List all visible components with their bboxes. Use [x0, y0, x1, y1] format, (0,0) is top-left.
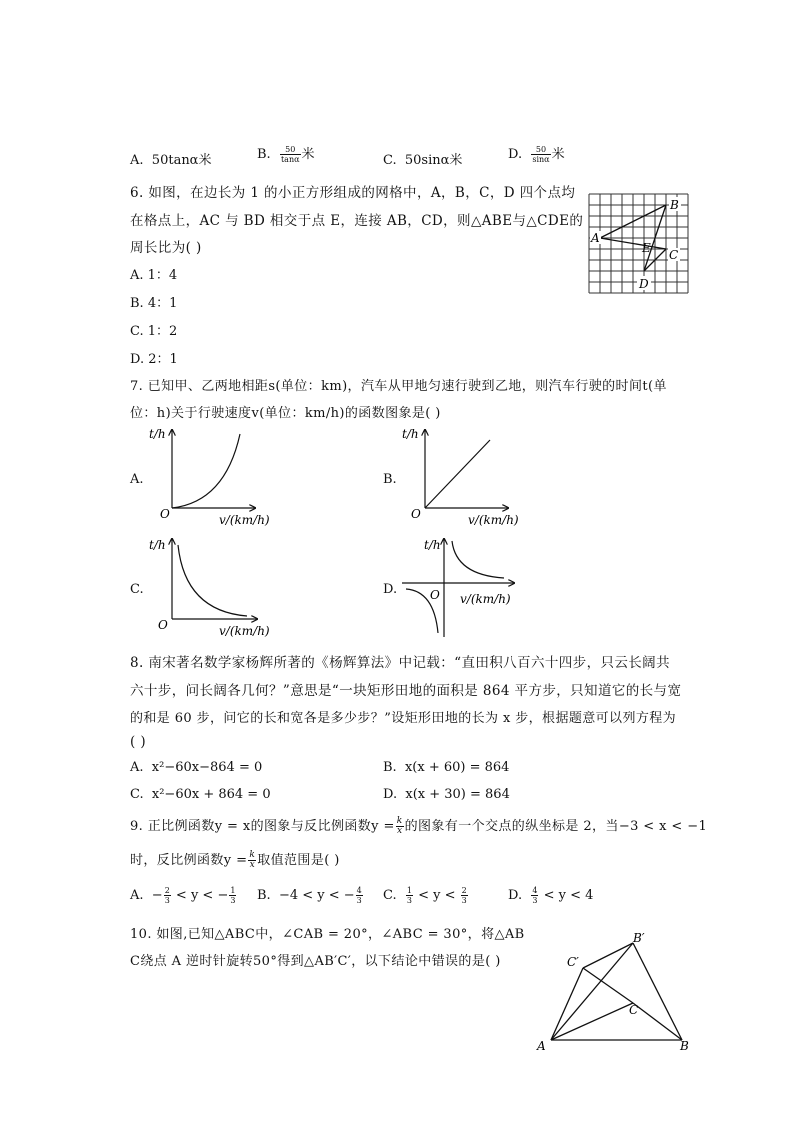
- q6-option-d: D. 2：1: [130, 352, 178, 367]
- q5-option-b: B. $\frac{50}{\tan\alpha}$ 米: [257, 145, 315, 164]
- q8-option-a: A. x²−60x−864 = 0: [130, 760, 263, 775]
- q8-option-d: D. x(x + 30) = 864: [383, 787, 510, 802]
- xlabel-c: v/(km/h): [219, 624, 270, 638]
- q7-graph-d: [398, 533, 533, 641]
- q7-option-d-label: D.: [383, 582, 398, 597]
- curve-a: [172, 434, 240, 508]
- q7-line-2: 位：h)关于行驶速度v(单位：km/h)的函数图象是( ): [130, 406, 441, 421]
- xlabel-a: v/(km/h): [219, 513, 270, 527]
- origin-b: O: [411, 507, 421, 521]
- label-c-prime: C′: [567, 955, 579, 969]
- curve-d-upper: [452, 541, 504, 578]
- ylabel-a: t/h: [149, 427, 166, 441]
- q7-option-c-label: C.: [130, 582, 144, 597]
- ylabel-b: t/h: [402, 427, 419, 441]
- q6-line-2: 在格点上，AC 与 BD 相交于点 E，连接 AB，CD，则△ABE与△CDE的: [130, 213, 584, 229]
- q9-option-a: A. − $\frac{2}{3}$ < y < − $\frac{1}{3}$: [130, 886, 236, 905]
- line-b: [425, 440, 490, 508]
- ylabel-d: t/h: [424, 538, 441, 552]
- label-b: B: [670, 198, 679, 212]
- xlabel-b: v/(km/h): [468, 513, 519, 527]
- label-a: A: [537, 1039, 546, 1053]
- q7-line-1: 7. 已知甲、乙两地相距s(单位：km)，汽车从甲地匀速行驶到乙地，则汽车行驶的时间t(单: [130, 379, 667, 394]
- q5-option-d: D. $\frac{50}{\sin\alpha}$ 米: [508, 145, 565, 164]
- q9-line-2: 时，反比例函数y = $\frac{k}{x}$ 取值范围是( ): [130, 850, 340, 870]
- q6-option-a: A. 1：4: [130, 268, 178, 283]
- q6-grid-figure: [585, 190, 690, 296]
- ylabel-c: t/h: [149, 538, 166, 552]
- origin-c: O: [158, 618, 168, 632]
- q8-line-4: ( ): [130, 734, 147, 750]
- q7-option-b-label: B.: [383, 472, 397, 487]
- q8-option-c: C. x²−60x + 864 = 0: [130, 787, 271, 802]
- q5-option-a: A. 50tanα米: [130, 153, 212, 168]
- q9-option-d: D. $\frac{4}{3}$ < y < 4: [508, 886, 594, 905]
- q7-graph-c: [145, 533, 280, 641]
- q9-option-c: C. $\frac{1}{3}$ < y < $\frac{2}{3}$: [383, 886, 467, 905]
- origin-a: O: [160, 507, 170, 521]
- q7-option-a-label: A.: [130, 472, 144, 487]
- label-d: D: [639, 277, 649, 291]
- q10-line-2: C绕点 A 逆时针旋转50°得到△AB′C′，以下结论中错误的是( ): [130, 954, 501, 969]
- q10-line-1: 10. 如图,已知△ABC中，∠CAB = 20°，∠ABC = 30°，将△AB: [130, 927, 525, 942]
- label-c: C: [629, 1003, 639, 1017]
- q8-option-b: B. x(x + 60) = 864: [383, 760, 510, 775]
- q5-option-c: C. 50sinα米: [383, 153, 463, 168]
- origin-d: O: [430, 588, 440, 602]
- q7-graph-b: [398, 422, 533, 530]
- q10-triangle-figure: [535, 928, 700, 1056]
- label-c: C: [669, 248, 679, 262]
- q9-option-b: B. −4 < y < − $\frac{4}{3}$: [257, 886, 362, 905]
- q6-line-1: 6. 如图，在边长为 1 的小正方形组成的网格中，A，B，C，D 四个点均: [130, 185, 576, 201]
- q6-option-c: C. 1：2: [130, 324, 178, 339]
- curve-c: [178, 545, 247, 616]
- q6-line-3: 周长比为( ): [130, 240, 202, 256]
- xlabel-d: v/(km/h): [460, 592, 511, 606]
- label-e: E: [642, 241, 651, 255]
- q8-line-1: 8. 南宋著名数学家杨辉所著的《杨辉算法》中记载：“直田积八百六十四步，只云长阔共: [130, 655, 670, 671]
- label-a: A: [591, 231, 600, 245]
- q7-graph-a: [145, 422, 280, 530]
- q9-line-1: 9. 正比例函数y = x的图象与反比例函数y = $\frac{k}{x}$ 的图象有一个交点的纵坐标是 2，当−3 < x < −1: [130, 816, 708, 836]
- q8-line-3: 的和是 60 步，问它的长和宽各是多少步？”设矩形田地的长为 x 步，根据题意可以列方程为: [130, 711, 677, 726]
- q8-line-2: 六十步，问长阔各几何？”意思是“一块矩形田地的面积是 864 平方步，只知道它的长与宽: [130, 683, 682, 699]
- label-b: B: [680, 1039, 689, 1053]
- label-b-prime: B′: [633, 931, 645, 945]
- q6-option-b: B. 4：1: [130, 296, 178, 311]
